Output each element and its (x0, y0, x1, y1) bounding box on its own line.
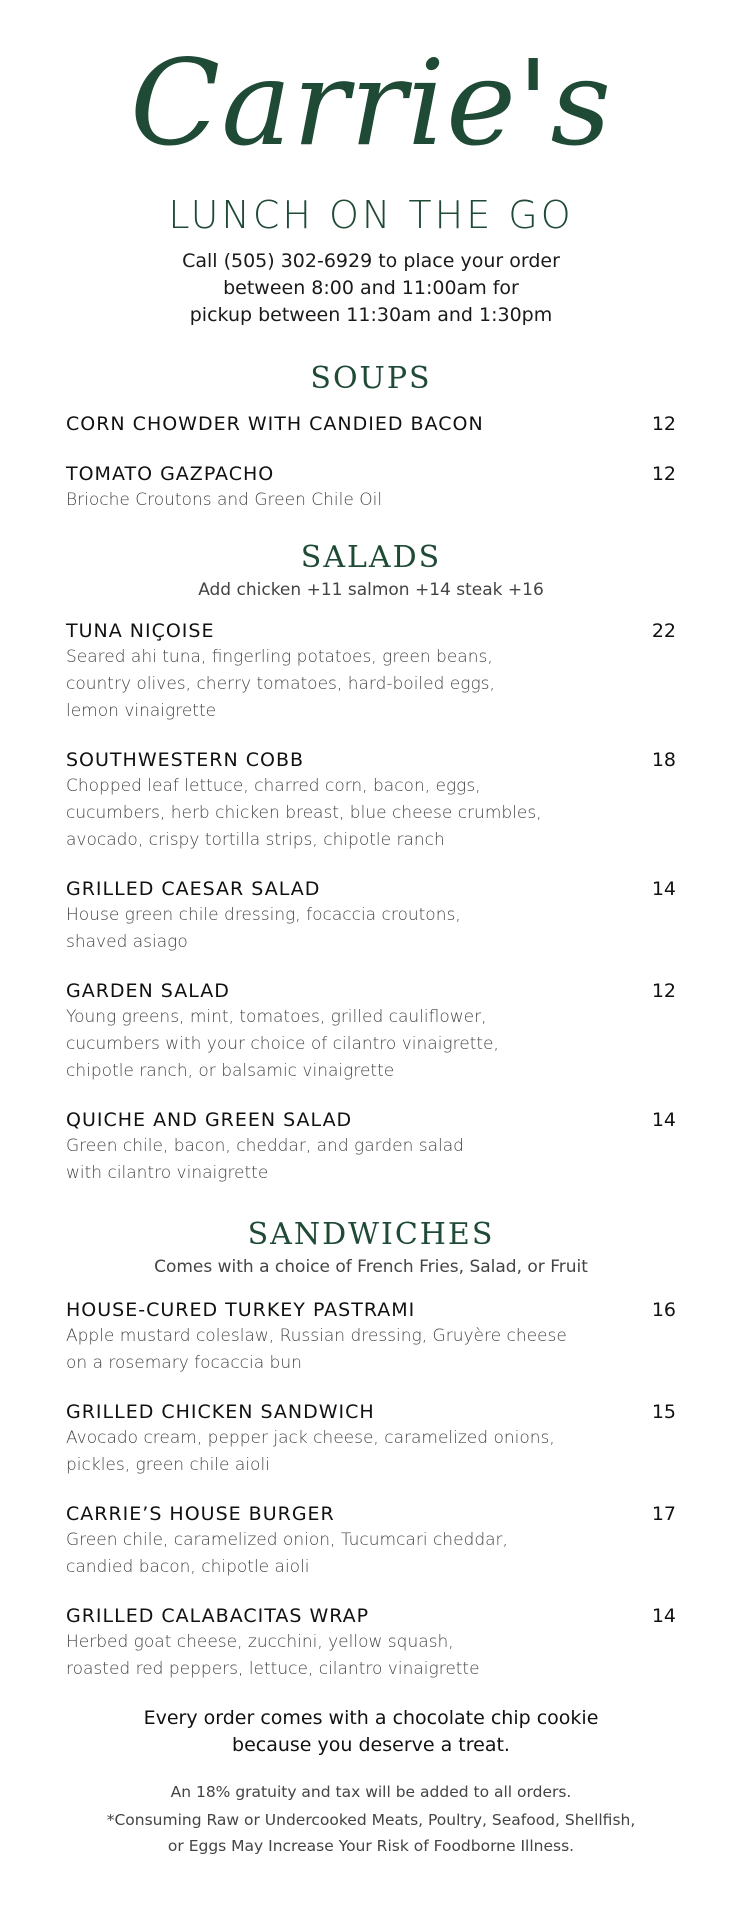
item-name: GRILLED CALABACITAS WRAP (66, 1605, 370, 1627)
item-price: 15 (651, 1401, 676, 1423)
menu-item (0, 1399, 742, 1479)
item-price: 14 (651, 1605, 676, 1627)
item-name: QUICHE AND GREEN SALAD (66, 1109, 353, 1131)
menu-subtitle: LUNCH ON THE GO (168, 193, 574, 237)
item-price: 18 (651, 749, 676, 771)
item-name: GRILLED CAESAR SALAD (66, 878, 321, 900)
menu-item (0, 747, 742, 854)
item-description: Chopped leaf lettuce, charred corn, bacon, eggs, cucumbers, herb chicken breast, blue cheese crumbles, avocado, crispy tortilla strips, chipotle ranch (66, 776, 542, 850)
item-price: 14 (651, 1109, 676, 1131)
item-description: Seared ahi tuna, fingerling potatoes, green beans, country olives, cherry tomatoes, hard-boiled eggs, lemon vinaigrette (66, 647, 495, 721)
item-price: 12 (651, 413, 676, 435)
menu-item (0, 1107, 742, 1187)
cookie-note: Every order comes with a chocolate chip cookie because you deserve a treat. (143, 1707, 599, 1756)
item-name: HOUSE-CURED TURKEY PASTRAMI (66, 1299, 416, 1321)
order-instructions: Call (505) 302-6929 to place your order between 8:00 and 11:00am for pickup between 11:30am and 1:30pm (182, 250, 560, 326)
section-title-sandwiches: SANDWICHES (247, 1217, 495, 1252)
menu-item (0, 1297, 742, 1377)
menu-item (0, 618, 742, 725)
menu-item (0, 461, 742, 514)
item-name: CORN CHOWDER WITH CANDIED BACON (66, 413, 484, 435)
item-description: Brioche Croutons and Green Chile Oil (66, 490, 383, 510)
gratuity-note: An 18% gratuity and tax will be added to all orders. (170, 1783, 572, 1801)
menu-item (0, 1501, 742, 1581)
item-description: Apple mustard coleslaw, Russian dressing, Gruyère cheese on a rosemary focaccia bun (66, 1326, 567, 1373)
item-price: 12 (651, 980, 676, 1002)
sandwiches-sides-note: Comes with a choice of French Fries, Salad, or Fruit (154, 1257, 588, 1277)
food-safety-warning: *Consuming Raw or Undercooked Meats, Poultry, Seafood, Shellfish, or Eggs May Increase Your Risk of Foodborne Illness. (106, 1811, 636, 1855)
item-price: 16 (651, 1299, 676, 1321)
item-description: Herbed goat cheese, zucchini, yellow squash, roasted red peppers, lettuce, cilantro vinaigrette (66, 1632, 480, 1679)
item-name: CARRIE’S HOUSE BURGER (66, 1503, 335, 1525)
salads-addons-note: Add chicken +11 salmon +14 steak +16 (198, 580, 544, 600)
item-price: 17 (651, 1503, 676, 1525)
section-title-soups: SOUPS (310, 361, 432, 396)
item-price: 14 (651, 878, 676, 900)
item-name: GARDEN SALAD (66, 980, 230, 1002)
item-description: Green chile, bacon, cheddar, and garden salad with cilantro vinaigrette (66, 1136, 464, 1183)
restaurant-logo: Carrie's (129, 34, 613, 172)
item-name: SOUTHWESTERN COBB (66, 749, 305, 771)
item-price: 12 (651, 463, 676, 485)
item-price: 22 (651, 620, 676, 642)
menu-item (0, 1603, 742, 1683)
menu-item (0, 876, 742, 956)
section-title-salads: SALADS (300, 540, 442, 575)
item-description: Young greens, mint, tomatoes, grilled cauliflower, cucumbers with your choice of cilantro vinaigrette, chipotle ranch, or balsamic vinaigrette (66, 1007, 499, 1081)
menu-item (0, 411, 742, 437)
item-description: Green chile, caramelized onion, Tucumcari cheddar, candied bacon, chipotle aioli (66, 1530, 508, 1577)
item-name: TUNA NIÇOISE (66, 620, 215, 642)
menu-item (0, 978, 742, 1085)
item-name: TOMATO GAZPACHO (66, 463, 275, 485)
item-description: Avocado cream, pepper jack cheese, caramelized onions, pickles, green chile aioli (66, 1428, 555, 1475)
item-description: House green chile dressing, focaccia croutons, shaved asiago (66, 905, 461, 952)
item-name: GRILLED CHICKEN SANDWICH (66, 1401, 375, 1423)
